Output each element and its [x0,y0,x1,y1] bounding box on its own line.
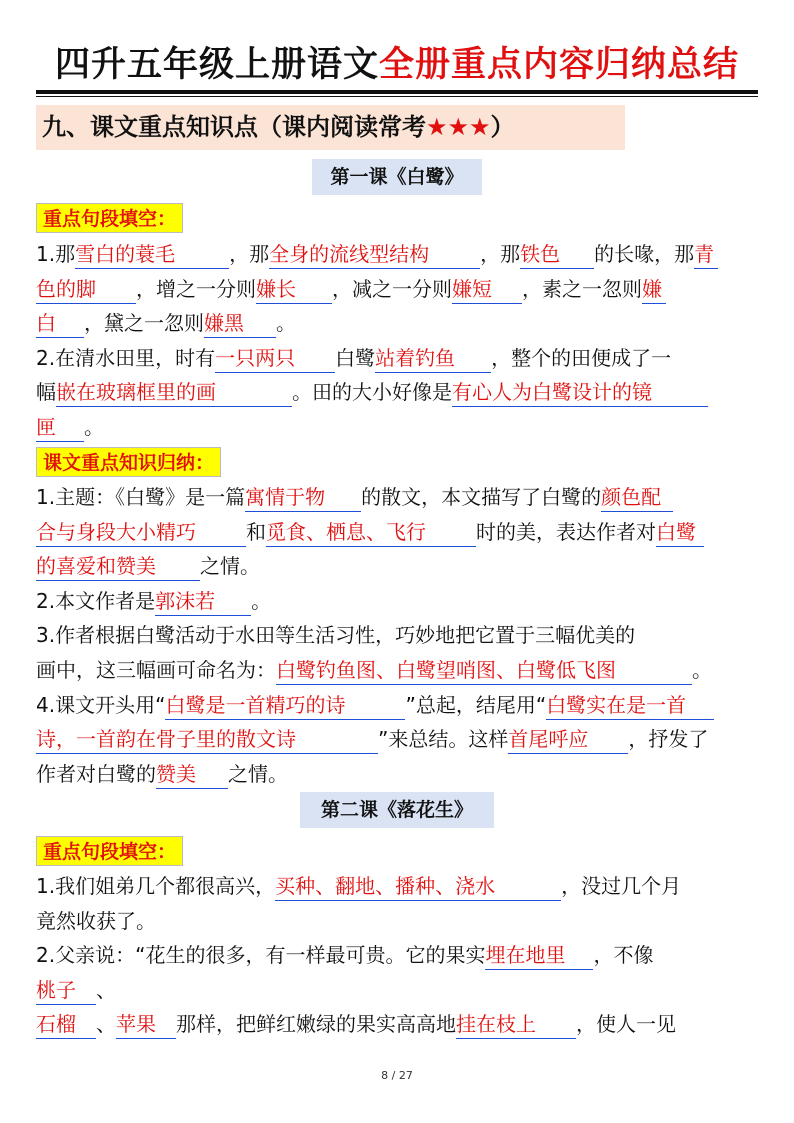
text: ，那 [229,242,270,266]
text-line [36,938,758,973]
text: 、 [96,1012,116,1037]
answer-blank: 挂在枝上 [456,1010,576,1039]
text: 、 [96,977,116,1002]
answer-blank: 嫌长 [256,275,332,304]
answer-blank: 色的脚 [36,275,136,304]
answer-blank: 赞美 [156,760,228,789]
answer-blank: 合与身段大小精巧 [36,518,246,547]
text: 的散文，本文描写了白鹭的 [361,485,602,509]
text-line [36,618,758,653]
answer-blank: 石榴 [36,1010,96,1039]
fill-blank-tag: 重点句段填空： [36,203,183,233]
answer-blank: 郭沫若 [155,587,251,616]
text: ”总起，结尾用“ [405,692,547,717]
lesson-2-title: 第二课《落花生》 [300,792,494,828]
lesson-1-fill-section [36,237,758,445]
text: 之情。 [200,554,260,579]
answer-blank: 颜色配 [601,483,673,512]
text-line [36,653,758,688]
text-line [36,237,758,272]
title-black-part: 四升五年级上册语文 [54,45,379,85]
fill-blank-tag: 重点句段填空： [36,836,183,866]
lesson-2-fill-section [36,869,758,1042]
answer-blank: 嵌在玻璃框里的画 [56,378,292,407]
text-line [36,688,758,723]
text-line [36,410,758,445]
answer-blank: 白 [36,309,84,338]
text: 。 [251,588,272,613]
answer-blank: 嫌 [642,275,666,304]
text: 1.那 [36,242,76,266]
text-line [36,584,758,619]
answer-blank: 有心人为白鹭设计的镜 [452,378,708,407]
text-line [36,869,758,904]
text: 时的美，表达作者对 [476,519,656,544]
answer-blank: 雪白的蓑毛 [75,240,229,269]
section-heading [36,105,625,150]
text: 画中，这三幅画可命名为： [36,657,276,682]
answer-blank: 诗，一首韵在骨子里的散文诗 [36,725,378,754]
text-line [36,480,758,515]
text: 4.课文开头用“ [36,692,166,717]
text: 。田的大小好像是 [292,380,452,405]
answer-blank: 买种、翻地、播种、浇水 [275,872,561,901]
text: 。 [692,657,712,682]
answer-blank: 埋在地里 [485,941,593,970]
answer-blank: 一只两只 [215,344,335,373]
lesson-1-title: 第一课《白鹭》 [312,159,482,195]
answer-blank: 的喜爱和赞美 [36,552,200,581]
text: ”来总结。这样 [378,727,509,752]
text-line [36,272,758,307]
page-number: 8 / 27 [381,1069,413,1082]
text-line [36,375,758,410]
text: 1.主题：《白鹭》是一篇 [36,485,246,509]
text: 2.本文作者是 [36,588,156,613]
answer-blank: 全身的流线型结构 [269,240,480,269]
text: 幅 [36,380,56,405]
answer-blank: 寓情于物 [245,483,361,512]
text-line [36,341,758,376]
text: ，抒发了 [628,727,709,752]
text: ，使人一见 [576,1012,676,1037]
text: ，整个的田便成了一 [491,345,672,370]
text: ，增之一分则 [136,276,256,301]
answer-blank: 白鹭钓鱼图、白鹭望哨图、白鹭低飞图 [276,656,692,685]
answer-blank: 匣 [36,413,84,442]
answer-blank: 嫌黑 [204,309,276,338]
summary-tag: 课文重点知识归纳： [36,447,221,477]
text-line [36,1007,758,1042]
answer-blank: 苹果 [116,1010,176,1039]
text: 。 [276,311,296,336]
text: 作者对白鹭的 [36,761,156,786]
section-close-paren: ） [490,113,515,141]
text-line [36,515,758,550]
answer-blank: 白鹭实在是一首 [546,691,714,720]
answer-blank: 站着钓鱼 [375,344,491,373]
page-title [36,40,758,90]
text: 之情。 [228,761,288,786]
text: 2.父亲说：“花生的很多，有一样最可贵。它的果实 [36,943,486,968]
answer-blank: 铁色 [520,240,594,269]
text: 。 [84,414,104,439]
lesson-1-summary-section [36,480,758,791]
text-line [36,904,758,939]
answer-blank: 首尾呼应 [508,725,628,754]
text: ，素之一忽则 [522,276,642,301]
title-red-part: 全册重点内容归纳总结 [379,45,740,85]
section-label: 九、课文重点知识点（课内阅读常考 [42,113,426,141]
text: 那样，把鲜红嫩绿的果实高高地 [176,1012,456,1037]
text: 和 [246,519,266,544]
answer-blank: 桃子 [36,976,96,1005]
text: 3.作者根据白鹭活动于水田等生活习性，巧妙地把它置于三幅优美的 [36,623,636,648]
answer-blank: 青 [694,240,718,269]
text: ，减之一分则 [332,276,452,301]
answer-blank: 嫌短 [452,275,522,304]
text-line [36,757,758,792]
star-rating: ★★★ [426,113,491,141]
answer-blank: 白鹭是一首精巧的诗 [165,691,405,720]
text: ，没过几个月 [561,874,682,898]
text: 的长喙，那 [594,242,695,266]
text: 2.在清水田里，时有 [36,345,216,370]
text: ，不像 [593,943,654,968]
text-line [36,722,758,757]
text-line [36,973,758,1008]
text: 白鹭 [335,345,376,370]
text: ，那 [480,242,521,266]
text: 竟然收获了。 [36,908,156,933]
answer-blank: 觅食、栖息、飞行 [266,518,476,547]
answer-blank: 白鹭 [656,518,704,547]
text: 1.我们姐弟几个都很高兴， [36,874,276,898]
text-line [36,549,758,584]
title-divider-thin [36,96,758,97]
text-line [36,306,758,341]
text: ，黛之一忽则 [84,311,204,336]
title-divider [36,90,758,94]
